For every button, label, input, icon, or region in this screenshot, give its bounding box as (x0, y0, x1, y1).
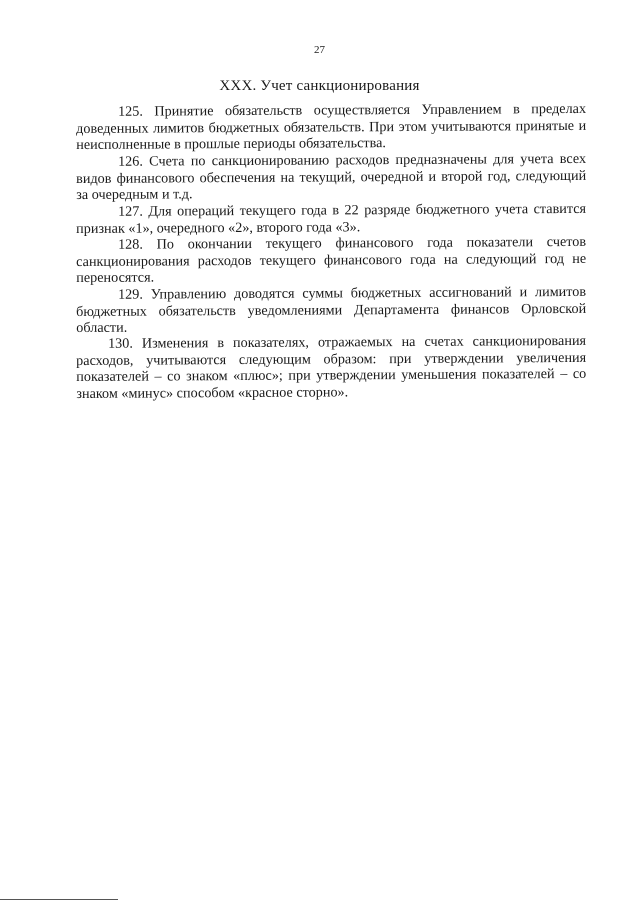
paragraph-130: 130. Изменения в показателях, отражаемых на счетах санкционирования расходов, учитываются следующим образом: при утверждении увеличения показателей – со знаком «плюс»; при утверждении уменьшения показателей – со знаком «минус» способом «красное сторно». (76, 333, 587, 403)
paragraph-128: 128. По окончании текущего финансового года показатели счетов санкционирования расходов текущего финансового года на следующий год не переносятся. (76, 233, 587, 286)
page-number: 27 (314, 44, 325, 56)
footer-rule (0, 899, 118, 900)
paragraph-125: 125. Принятие обязательств осуществляется Управлением в пределах доведенных лимитов бюджетных обязательств. При этом учитываются принятые и неисполненные в прошлые периоды обязательства. (76, 100, 587, 154)
document-body (76, 100, 587, 403)
section-title: XXX. Учет санкционирования (219, 78, 420, 94)
paragraph-129: 129. Управлению доводятся суммы бюджетных ассигнований и лимитов бюджетных обязательств уведомлениями Департамента финансов Орловской области. (76, 283, 587, 336)
paragraph-126: 126. Счета по санкционированию расходов предназначены для учета всех видов финансового обеспечения на текущий, очередной и второй год, следующий за очередным и т.д. (76, 150, 587, 203)
paragraph-127: 127. Для операций текущего года в 22 разряде бюджетного учета ставится признак «1», очередного «2», второго года «3». (76, 200, 587, 237)
